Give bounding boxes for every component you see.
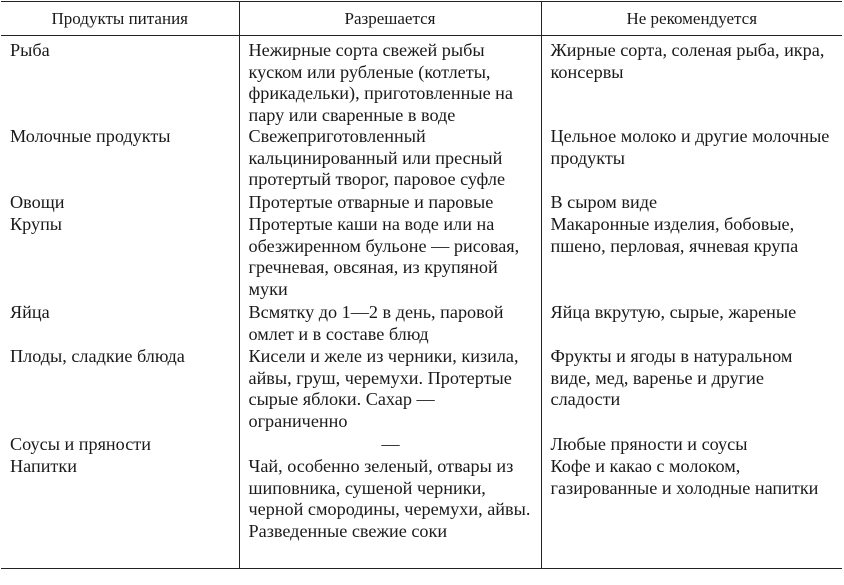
header-row [1,2,842,36]
header-allowed: Разрешается [239,2,541,36]
table-row [1,126,842,192]
cell-not-recommended: Жирные сорта, соленая рыба, икра, консервы [541,36,842,127]
cell-not-recommended: Макаронные изделия, бобовые, пшено, перловая, ячневая крупа [541,214,842,302]
cell-allowed: — [239,434,541,456]
cell-product: Крупы [10,214,63,234]
cell-allowed: Свежеприготовленный кальцинированный или пресный протертый творог, паровое суфле [239,126,541,192]
cell-not-recommended: Яйца вкрутую, сырые, жареные [541,302,842,346]
table-row [1,346,842,434]
cell-allowed: Всмятку до 1—2 в день, паровой омлет и в составе блюд [239,302,541,346]
cell-not-recommended: Фрукты и ягоды в натуральном виде, мед, варенье и другие сладости [541,346,842,434]
table-row [1,192,842,214]
table-row [1,214,842,302]
cell-product: Яйца [10,302,50,322]
cell-not-recommended: Любые пряности и соусы [541,434,842,456]
cell-not-recommended: Кофе и какао с молоком, газированные и холодные напитки [541,456,842,568]
cell-not-recommended: Цельное молоко и другие молочные продукты [541,126,842,192]
cell-not-recommended: В сыром виде [541,192,842,214]
cell-product: Овощи [10,192,65,212]
cell-allowed: Нежирные сорта свежей рыбы куском или рубленые (котлеты, фрикадельки), приготовленные на пару или сваренные в воде [239,36,541,127]
cell-product: Рыба [10,40,50,60]
cell-allowed: Протертые каши на воде или на обезжиренном бульоне — рисовая, гречневая, овсяная, из крупяной муки [239,214,541,302]
table-row [1,434,842,456]
header-products: Продукты питания [1,2,239,36]
cell-product: Напитки [1,456,239,568]
table-row [1,456,842,568]
cell-allowed: Чай, особенно зеленый, отвары из шиповника, сушеной черники, черной смородины, черемухи, айвы. Разведенные свежие соки [239,456,541,568]
table-header [1,2,842,36]
cell-product: Молочные продукты [10,126,171,146]
cell-product: Плоды, сладкие блюда [10,346,185,366]
header-not-recommended: Не рекомендуется [541,2,842,36]
table-row [1,36,842,127]
diet-table [1,1,842,569]
cell-allowed: Кисели и желе из черники, кизила, айвы, груш, черемухи. Протертые сырые яблоки. Сахар — ограниченно [239,346,541,434]
cell-allowed: Протертые отварные и паровые [239,192,541,214]
table-row [1,302,842,346]
cell-product: Соусы и пряности [10,434,151,454]
table-body [1,36,842,569]
